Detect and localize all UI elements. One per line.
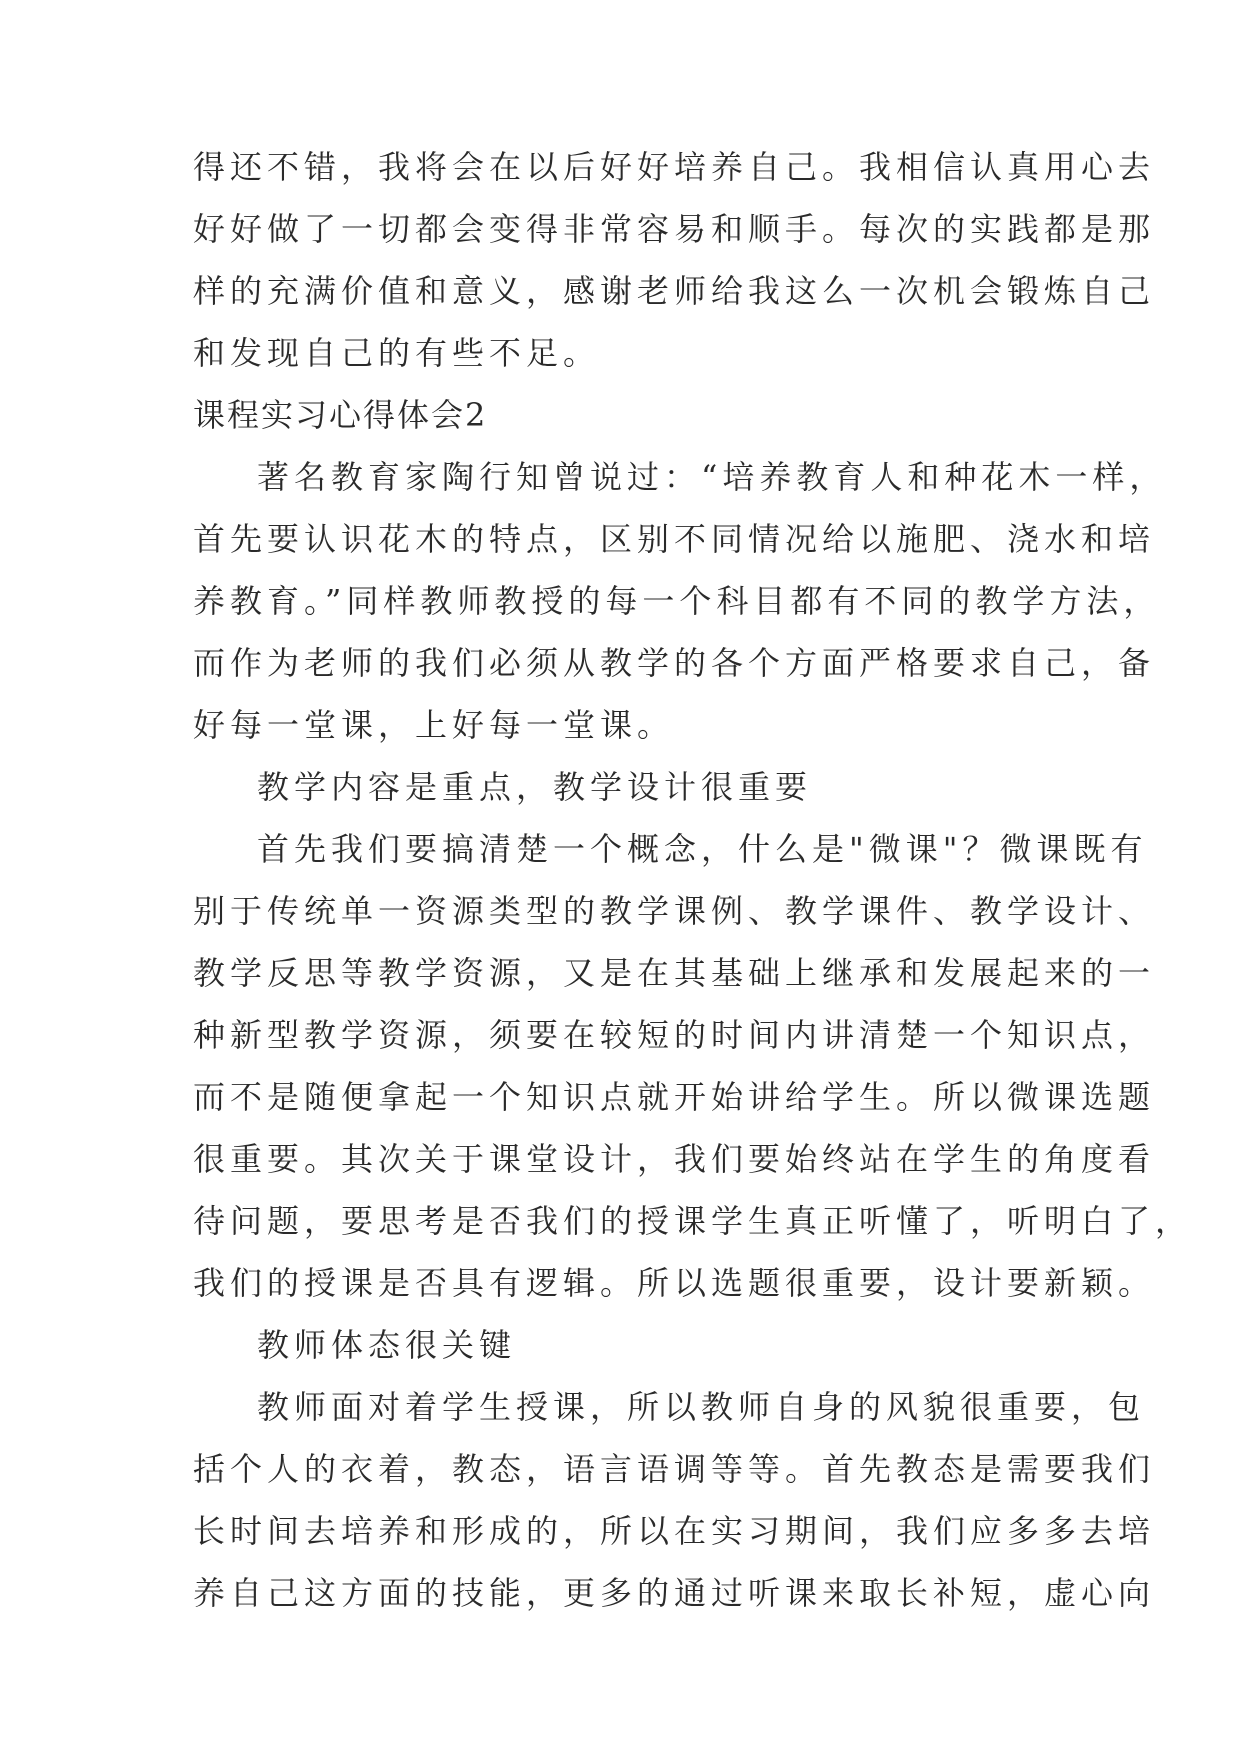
paragraph-line: 得还不错，我将会在以后好好培养自己。我相信认真用心去 <box>193 148 1156 186</box>
paragraph-line: 好好做了一切都会变得非常容易和顺手。每次的实践都是那 <box>193 210 1156 248</box>
paragraph-line: 而作为老师的我们必须从教学的各个方面严格要求自己，备 <box>193 644 1156 682</box>
paragraph-line: 和发现自己的有些不足。 <box>193 334 601 372</box>
paragraph-line: 养教育。”同样教师教授的每一个科目都有不同的教学方法， <box>193 582 1161 620</box>
paragraph-line: 首先我们要搞清楚一个概念，什么是"微课"？微课既有 <box>257 830 1148 868</box>
paragraph-line: 教学反思等教学资源，又是在其基础上继承和发展起来的一 <box>193 954 1156 992</box>
section-title: 课程实习心得体会2 <box>193 396 488 434</box>
paragraph-line: 长时间去培养和形成的，所以在实习期间，我们应多多去培 <box>193 1512 1156 1550</box>
paragraph-line: 首先要认识花木的特点，区别不同情况给以施肥、浇水和培 <box>193 520 1156 558</box>
paragraph-line: 待问题，要思考是否我们的授课学生真正听懂了，听明白了， <box>193 1202 1193 1240</box>
paragraph-line: 括个人的衣着，教态，语言语调等等。首先教态是需要我们 <box>193 1450 1156 1488</box>
paragraph-line: 种新型教学资源，须要在较短的时间内讲清楚一个知识点， <box>193 1016 1156 1054</box>
paragraph-line: 养自己这方面的技能，更多的通过听课来取长补短，虚心向 <box>193 1574 1156 1612</box>
paragraph-line: 好每一堂课，上好每一堂课。 <box>193 706 675 744</box>
paragraph-line: 样的充满价值和意义，感谢老师给我这么一次机会锻炼自己 <box>193 272 1156 310</box>
subheading: 教学内容是重点，教学设计很重要 <box>257 768 813 806</box>
subheading: 教师体态很关键 <box>257 1326 517 1364</box>
paragraph-line: 很重要。其次关于课堂设计，我们要始终站在学生的角度看 <box>193 1140 1156 1178</box>
paragraph-line: 著名教育家陶行知曾说过：“培养教育人和种花木一样， <box>257 458 1167 496</box>
paragraph-line: 别于传统单一资源类型的教学课例、教学课件、教学设计、 <box>193 892 1156 930</box>
paragraph-line: 而不是随便拿起一个知识点就开始讲给学生。所以微课选题 <box>193 1078 1156 1116</box>
paragraph-line: 教师面对着学生授课，所以教师自身的风貌很重要，包 <box>257 1388 1146 1426</box>
paragraph-line: 我们的授课是否具有逻辑。所以选题很重要，设计要新颖。 <box>193 1264 1156 1302</box>
